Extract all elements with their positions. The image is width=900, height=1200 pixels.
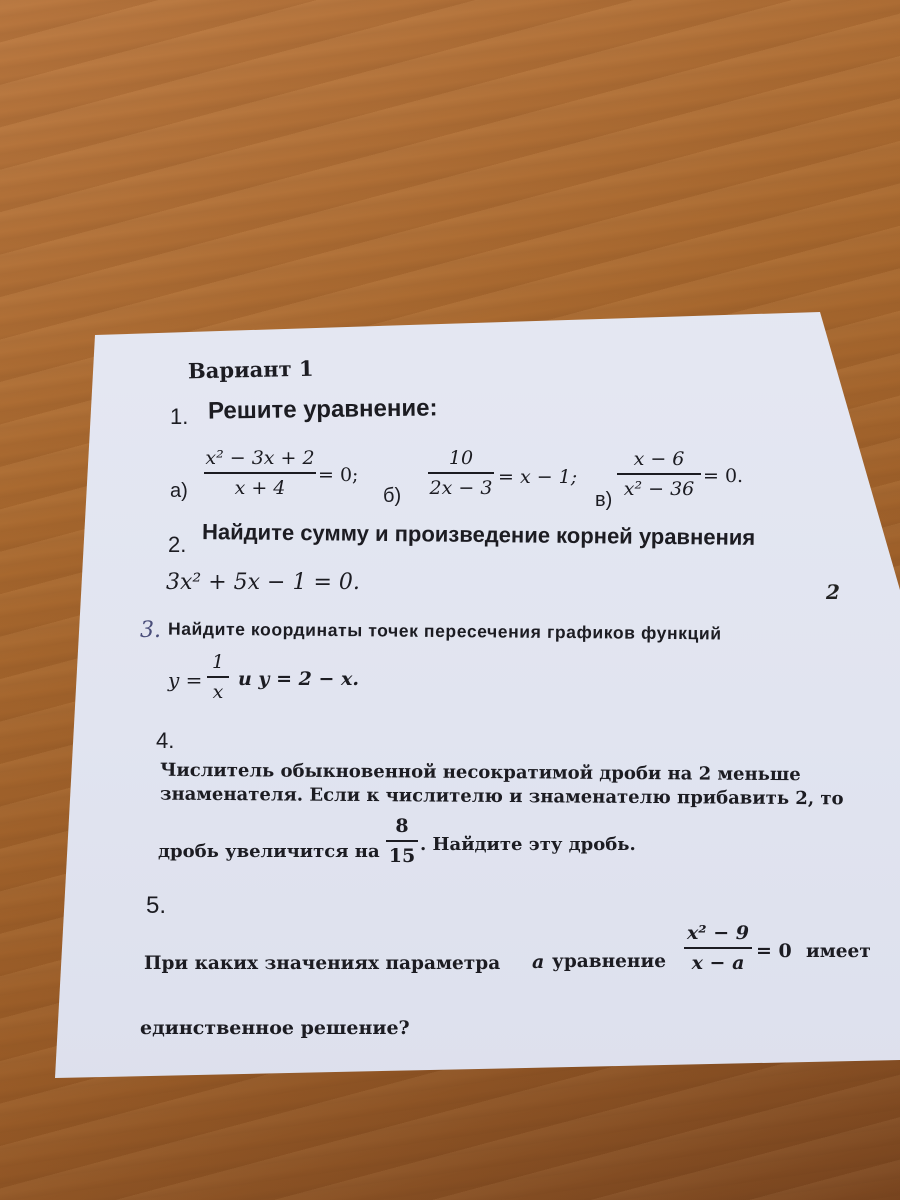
task4-line3-start: дробь увеличится на xyxy=(158,841,380,862)
task5-text-mid: уравнение xyxy=(552,951,666,972)
task5-text-start: При каких значениях параметра xyxy=(144,953,501,974)
task3-lhs: y = xyxy=(168,668,203,692)
fraction-bar xyxy=(617,473,701,475)
task3-number: 3. xyxy=(140,618,161,643)
fraction-numerator: x² − 9 xyxy=(686,922,750,944)
fraction-denominator: x − a xyxy=(691,952,745,974)
task4-number: 4. xyxy=(156,728,175,753)
task4-line2: знаменателя. Если к числителю и знаменателю прибавить 2, то xyxy=(159,783,844,810)
variant-title: Вариант 1 xyxy=(187,355,314,384)
task1-label-c: в) xyxy=(595,489,613,511)
fraction-bar xyxy=(684,947,752,949)
fraction-numerator: x² − 3x + 2 xyxy=(205,447,315,469)
fraction-denominator: x xyxy=(212,681,224,703)
task1-rhs-a: = 0; xyxy=(318,464,359,486)
task1-rhs-c: = 0. xyxy=(703,465,744,487)
task1-rhs-b: = x − 1; xyxy=(498,466,578,488)
task2-heading: Найдите сумму и произведение корней уравнения xyxy=(201,519,756,550)
fraction-bar xyxy=(386,840,418,842)
task3-heading: Найдите координаты точек пересечения графиков функций xyxy=(167,618,722,644)
task5-text-end: имеет xyxy=(806,941,871,962)
task1-fraction-c xyxy=(617,448,701,500)
task1-number: 1. xyxy=(170,404,189,429)
task5-equals-zero: = 0 xyxy=(756,940,792,962)
fraction-bar xyxy=(204,472,316,474)
fraction-denominator: 15 xyxy=(388,845,416,867)
task1-fraction-b xyxy=(428,447,494,499)
fraction-bar xyxy=(207,676,229,678)
fraction-bar xyxy=(428,472,494,474)
fraction-numerator: 10 xyxy=(448,447,474,469)
task5-line2: единственное решение? xyxy=(140,1017,410,1039)
fraction-numerator: x − 6 xyxy=(633,448,685,470)
task3-rest: и y = 2 − x. xyxy=(238,668,359,690)
margin-mark: 2 xyxy=(826,580,840,604)
fraction-denominator: x + 4 xyxy=(234,477,286,499)
task5-number: 5. xyxy=(146,892,167,919)
task1-label-b: б) xyxy=(383,485,402,507)
task1-label-a: а) xyxy=(170,480,188,502)
task2-number: 2. xyxy=(168,532,187,557)
task4-line3-end: . Найдите эту дробь. xyxy=(420,834,636,855)
task1-heading: Решите уравнение: xyxy=(207,394,438,425)
fraction-numerator: 1 xyxy=(211,651,225,673)
task2-equation: 3x² + 5x − 1 = 0. xyxy=(166,570,360,595)
task5-fraction xyxy=(684,922,752,974)
task4-fraction xyxy=(386,815,418,867)
task4-line1: Числитель обыкновенной несократимой дроби на 2 меньше xyxy=(159,759,801,786)
task5-param: a xyxy=(532,951,545,973)
fraction-denominator: 2x − 3 xyxy=(429,477,493,499)
fraction-numerator: 8 xyxy=(395,815,409,837)
fraction-denominator: x² − 36 xyxy=(623,478,695,500)
task1-fraction-a xyxy=(204,447,316,499)
task3-fraction xyxy=(207,651,229,703)
